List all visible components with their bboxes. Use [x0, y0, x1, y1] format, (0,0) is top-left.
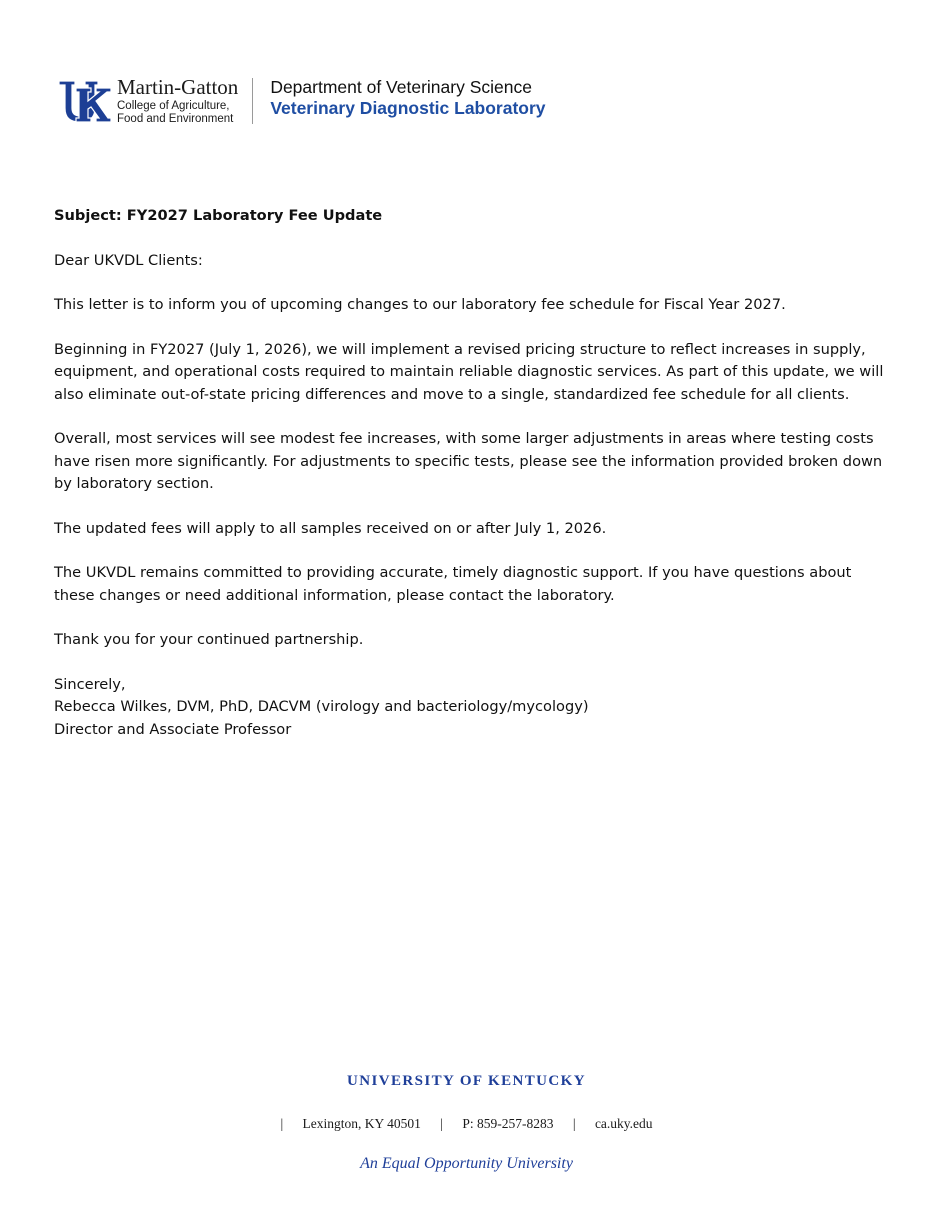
footer-website[interactable]: ca.uky.edu: [594, 1116, 653, 1131]
letterhead-divider: [252, 78, 253, 124]
contact-separator: |: [280, 1116, 284, 1131]
college-subtitle-line-1: College of Agriculture,: [117, 100, 230, 112]
letter-paragraph: The UKVDL remains committed to providing accurate, timely diagnostic support. If you have questions about these changes or need additional information, please contact the laboratory.: [54, 564, 852, 604]
letter-body: [54, 205, 884, 741]
letter-subject: Subject: FY2027 Laboratory Fee Update: [54, 207, 383, 224]
signer-title: Director and Associate Professor: [54, 720, 292, 738]
letterhead: [58, 77, 546, 125]
college-block: [117, 77, 238, 125]
contact-line: [0, 1115, 933, 1133]
contact-separator: |: [572, 1116, 576, 1131]
footer: [0, 1070, 933, 1174]
signature-block: [54, 674, 884, 742]
college-name: Martin-Gatton: [117, 75, 239, 99]
letter-paragraph: This letter is to inform you of upcoming changes to our laboratory fee schedule for Fiscal Year 2027.: [54, 296, 786, 313]
footer-address: Lexington, KY 40501: [302, 1116, 421, 1131]
letter-closing: Sincerely,: [54, 675, 126, 693]
letter-paragraph: The updated fees will apply to all samples received on or after July 1, 2026.: [54, 519, 607, 537]
university-name: UNIVERSITY OF KENTUCKY: [347, 1073, 586, 1089]
letter-paragraph: Thank you for your continued partnership.: [54, 631, 364, 648]
signer-name: Rebecca Wilkes, DVM, PhD, DACVM (virology and bacteriology/mycology): [54, 698, 589, 715]
contact-separator: |: [440, 1116, 443, 1131]
laboratory-name: Veterinary Diagnostic Laboratory: [270, 98, 546, 118]
letter-paragraph: Overall, most services will see modest fee increases, with some larger adjustments in areas where testing costs have risen more significantly. For adjustments to specific tests, please see the information provided broken down by laboratory section.: [54, 430, 883, 492]
footer-phone: P: 859-257-8283: [462, 1116, 554, 1131]
department-block: [270, 77, 545, 119]
letter-salutation: Dear UKVDL Clients:: [54, 251, 203, 269]
department-name: Department of Veterinary Science: [270, 77, 532, 97]
college-subtitle-line-2: Food and Environment: [117, 112, 234, 125]
uk-logo-icon: [58, 78, 112, 124]
equal-opportunity-tagline: An Equal Opportunity University: [360, 1155, 573, 1172]
letter-paragraph: Beginning in FY2027 (July 1, 2026), we will implement a revised pricing structure to reflect increases in supply, equipment, and operational costs required to maintain reliable diagnostic services. As part of this update, we will also eliminate out-of-state pricing differences and move to a single, standardized fee schedule for all clients.: [54, 340, 884, 403]
